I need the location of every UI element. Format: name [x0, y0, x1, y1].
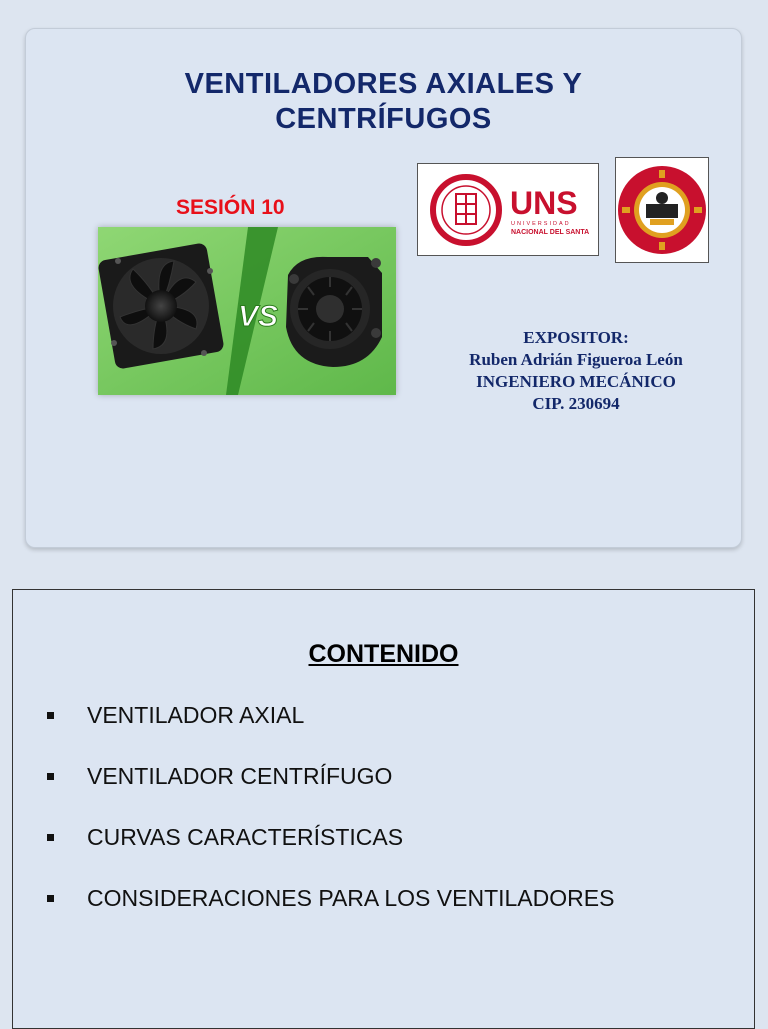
contents-heading: CONTENIDO	[308, 640, 459, 668]
centrifugal-blower-icon	[286, 257, 382, 367]
presenter-label: EXPOSITOR:	[523, 328, 629, 347]
list-item: VENTILADOR CENTRÍFUGO	[47, 763, 614, 824]
presenter-block	[426, 327, 726, 415]
presenter-name: Ruben Adrián Figueroa León	[469, 350, 683, 369]
bullet-icon	[47, 834, 54, 841]
ingenieria-mecanica-logo	[615, 157, 709, 263]
bullet-icon	[47, 773, 54, 780]
session-label: SESIÓN 10	[176, 196, 285, 219]
fan-comparison-image	[98, 227, 396, 395]
svg-text:NACIONAL DEL SANTA: NACIONAL DEL SANTA	[511, 229, 590, 236]
slide-title	[26, 67, 741, 137]
uns-logo-graphic	[418, 164, 598, 255]
uns-logo	[417, 163, 599, 256]
svg-text:UNS: UNS	[510, 185, 578, 221]
vs-icon	[238, 300, 278, 333]
list-item: CURVAS CARACTERÍSTICAS	[47, 824, 614, 885]
contents-list	[47, 702, 614, 946]
presenter-cip: CIP. 230694	[532, 394, 620, 413]
slide-cover	[25, 28, 742, 548]
axial-fan-icon	[98, 242, 225, 369]
gear-seal-icon	[616, 158, 708, 262]
bullet-icon	[47, 712, 54, 719]
presenter-role: INGENIERO MECÁNICO	[476, 372, 676, 391]
bullet-icon	[47, 895, 54, 902]
list-item: VENTILADOR AXIAL	[47, 702, 614, 763]
list-item: CONSIDERACIONES PARA LOS VENTILADORES	[47, 885, 614, 946]
svg-text:VS: VS	[238, 300, 279, 333]
title-line-2: CENTRÍFUGOS	[275, 103, 492, 135]
slide-contents	[12, 589, 755, 1029]
title-line-1: VENTILADORES AXIALES Y	[184, 68, 583, 100]
svg-text:UNIVERSIDAD: UNIVERSIDAD	[511, 221, 571, 227]
